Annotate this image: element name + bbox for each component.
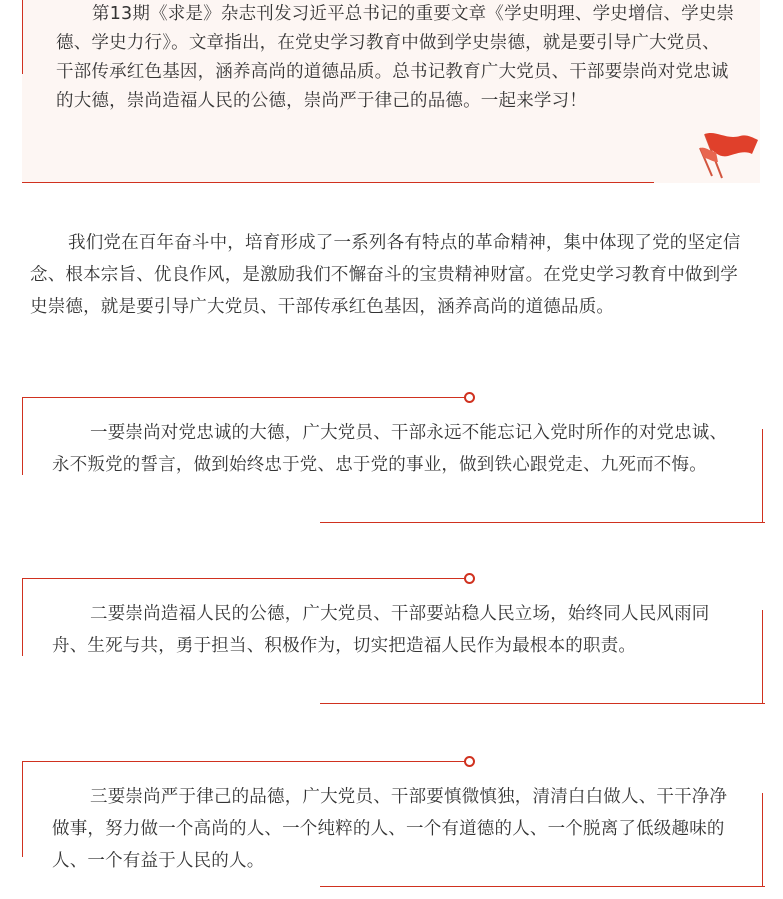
intro-divider xyxy=(22,182,654,183)
card-left-line xyxy=(22,397,23,475)
card-dot-icon xyxy=(464,573,475,584)
card-left-line xyxy=(22,761,23,857)
card-top-line xyxy=(22,397,469,398)
card-right-line xyxy=(762,429,763,522)
virtue-card-2 xyxy=(22,578,765,704)
card-top-line xyxy=(22,761,469,762)
intro-text: 第13期《求是》杂志刊发习近平总书记的重要文章《学史明理、学史增信、学史崇德、学史力行》。文章指出，在党史学习教育中做到学史崇德，就是要引导广大党员、干部传承红色基因，涵养高尚的道德品质。总书记教育广大党员、干部要崇尚对党忠诚的大德，崇尚造福人民的公德，崇尚严于律己的品德。一起来学习！ xyxy=(56,4,735,111)
card-text: 三要崇尚严于律己的品德，广大党员、干部要慎微慎独，清清白白做人、干干净净做事，努力做一个高尚的人、一个纯粹的人、一个有道德的人、一个脱离了低级趣味的人、一个有益于人民的人。 xyxy=(52,787,728,871)
card-text: 二要崇尚造福人民的公德，广大党员、干部要站稳人民立场，始终同人民风雨同舟、生死与共，勇于担当、积极作为，切实把造福人民作为最根本的职责。 xyxy=(52,604,710,656)
card-bottom-line xyxy=(320,886,765,887)
main-paragraph: 我们党在百年奋斗中，培育形成了一系列各有特点的革命精神，集中体现了党的坚定信念、根本宗旨、优良作风，是激励我们不懈奋斗的宝贵精神财富。在党史学习教育中做到学史崇德，就是要引导广大党员、干部传承红色基因，涵养高尚的道德品质。 xyxy=(30,233,741,317)
card-top-line xyxy=(22,578,469,579)
red-flag-icon xyxy=(696,128,760,180)
card-dot-icon xyxy=(464,392,475,403)
card-bottom-line xyxy=(320,522,765,523)
card-right-line xyxy=(762,793,763,886)
card-dot-icon xyxy=(464,756,475,767)
card-bottom-line xyxy=(320,703,765,704)
virtue-card-3 xyxy=(22,761,765,887)
card-text: 一要崇尚对党忠诚的大德，广大党员、干部永远不能忘记入党时所作的对党忠诚、永不叛党的誓言，做到始终忠于党、忠于党的事业，做到铁心跟党走、九死而不悔。 xyxy=(52,423,728,475)
virtue-card-1 xyxy=(22,397,765,523)
card-right-line xyxy=(762,610,763,703)
intro-left-border xyxy=(22,0,23,74)
card-left-line xyxy=(22,578,23,656)
